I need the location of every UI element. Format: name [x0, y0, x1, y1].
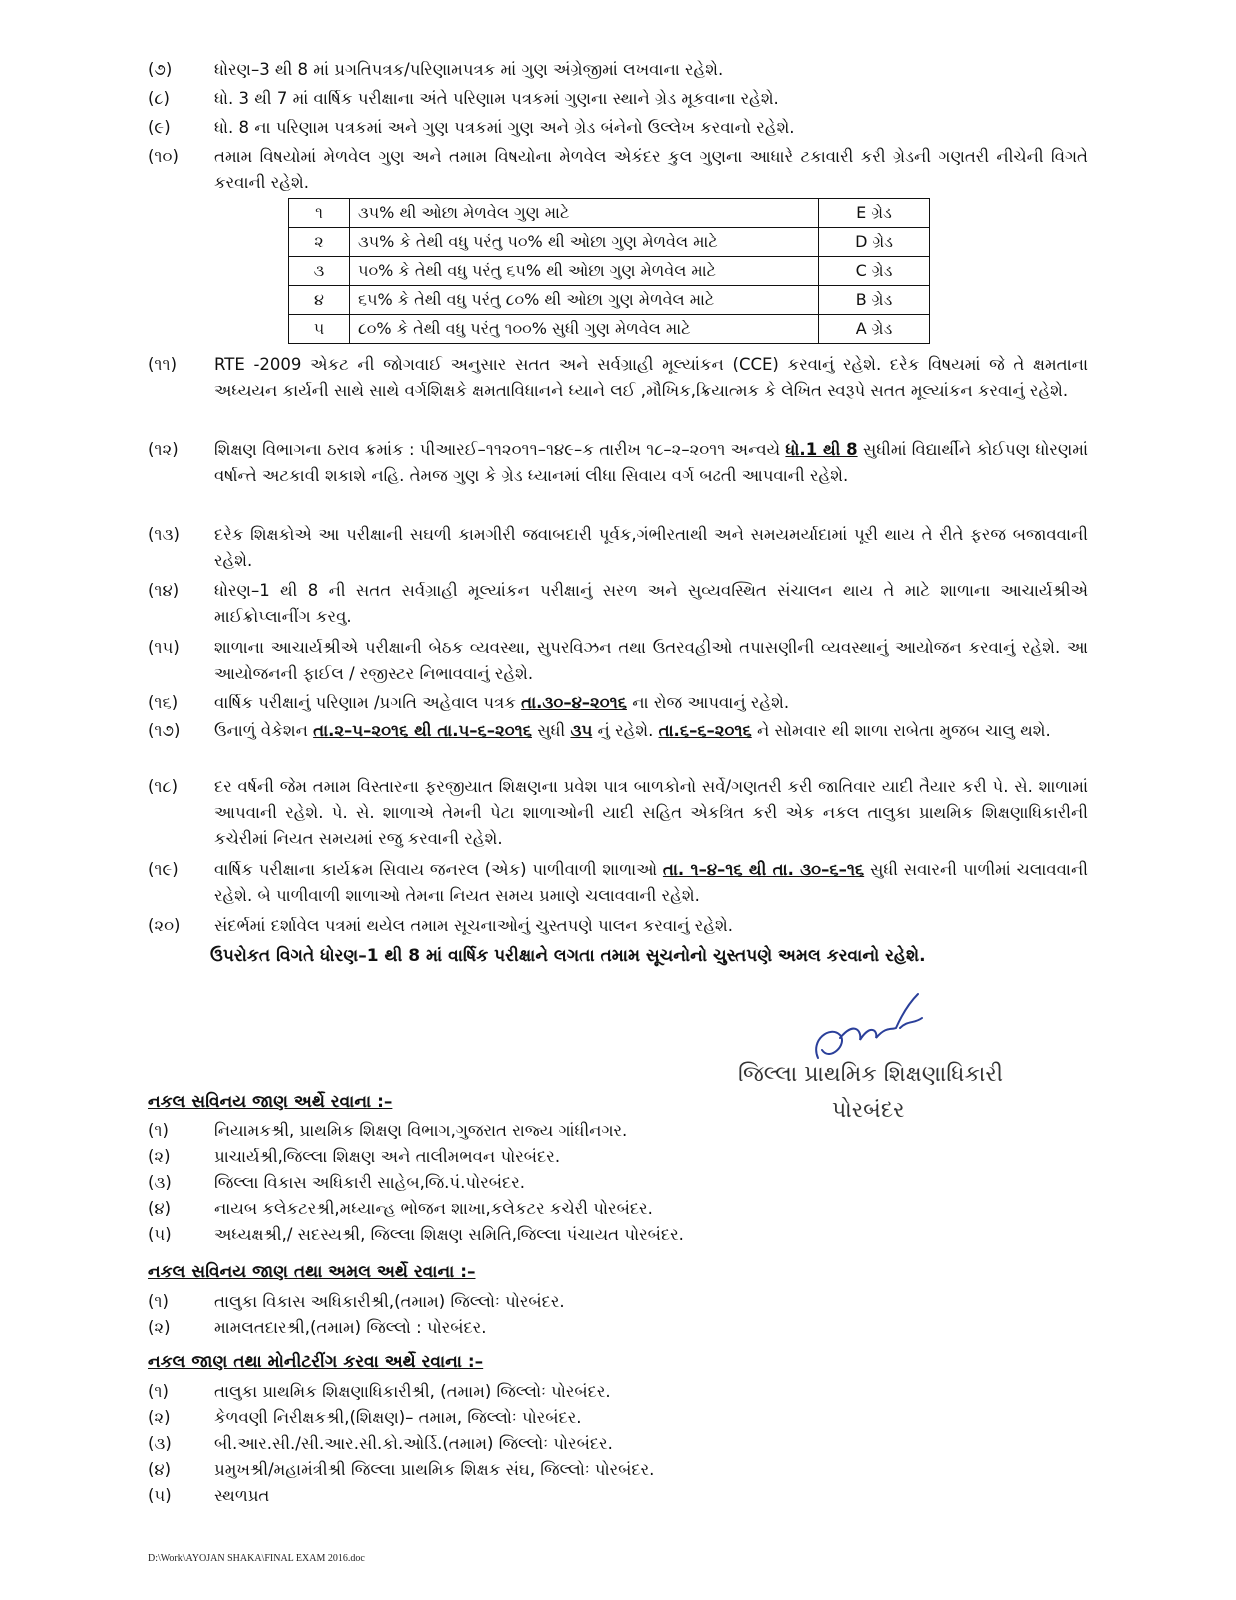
grade-letter: D ગ્રેડ — [819, 228, 930, 257]
list-item: (૨) મામલતદારશ્રી,(તમામ) જિલ્લો : પોરબંદર. — [148, 1318, 487, 1337]
list-item: (૪) પ્રમુખશ્રી/મહામંત્રીશ્રી જિલ્લા પ્રાથમિક શિક્ષક સંઘ, જિલ્લોઃ પોરબંદર. — [148, 1460, 655, 1479]
grade-sr: ૨ — [289, 228, 350, 257]
clause-17: (૧૭) ઉનાળું વેકેશન તા.૨–૫–૨૦૧૬ થી તા.૫–૬–૨૦૧૬ સુધી ૩૫ નું રહેશે. તા.૬–૬–૨૦૧૬ ને સોમવાર થી શાળા રાબેતા મુજબ ચાલુ થશે. — [148, 721, 1051, 740]
clause-19: (૧૯) વાર્ષિક પરીક્ષાના કાર્યક્રમ સિવાય જનરલ (એક) પાળીવાળી શાળાઓ તા. ૧–૪–૧૬ થી તા. ૩૦–૬–૧૬ સુધી સવારની પાળીમાં ચલાવવાની રહેશે. બે પાળીવાળી શાળાઓ તેમના નિયત સમય પ્રમાણે ચલાવવાની રહેશે. — [148, 860, 1088, 905]
clause-16: (૧૬) વાર્ષિક પરીક્ષાનું પરિણામ /પ્રગતિ અહેવાલ પત્રક તા.૩૦–૪–૨૦૧૬ ના રોજ આપવાનું રહેશે. — [148, 693, 790, 712]
list-item: (૫) અધ્યક્ષશ્રી,/ સદસ્યશ્રી, જિલ્લા શિક્ષણ સમિતિ,જિલ્લા પંચાયત પોરબંદર. — [148, 1225, 684, 1244]
list-item: (૨) કેળવણી નિરીક્ષકશ્રી,(શિક્ષણ)– તમામ, જિલ્લોઃ પોરબંદર. — [148, 1408, 582, 1427]
list-item: (૩) જિલ્લા વિકાસ અધિકારી સાહેબ,જિ.પં.પોરબંદર. — [148, 1173, 525, 1192]
clause-10: (૧૦) તમામ વિષયોમાં મેળવેલ ગુણ અને તમામ વિષયોના મેળવેલ એકંદર કુલ ગુણના આધારે ટકાવારી કરી ગ્રેડની ગણતરી નીચેની વિગતે કરવાની રહેશે. — [148, 147, 1088, 192]
table-row — [289, 315, 930, 344]
table-row — [289, 257, 930, 286]
clause-15: (૧૫) શાળાના આચાર્યશ્રીએ પરીક્ષાની બેઠક વ્યવસ્થા, સુપરવિઝન તથા ઉતરવહીઓ તપાસણીની વ્યવસ્થાનું આયોજન કરવાનું રહેશે. આ આયોજનની ફાઈલ / રજીસ્ટર નિભાવવાનું રહેશે. — [148, 638, 1088, 683]
table-row — [289, 228, 930, 257]
list-item: (૧) તાલુકા પ્રાથમિક શિક્ષણાધિકારીશ્રી, (તમામ) જિલ્લોઃ પોરબંદર. — [148, 1382, 611, 1401]
grade-letter: C ગ્રેડ — [819, 257, 930, 286]
list-item: (૨) પ્રાચાર્યશ્રી,જિલ્લા શિક્ષણ અને તાલીમભવન પોરબંદર. — [148, 1147, 561, 1166]
copy-section-heading: નકલ સવિનય જાણ અર્થે રવાના :– — [148, 1092, 393, 1112]
copy-section-heading: નકલ જાણ તથા મોનીટરીંગ કરવા અર્થે રવાના :– — [148, 1352, 484, 1372]
clause-8: (૮) ધો. 3 થી 7 માં વાર્ષિક પરીક્ષાના અંતે પરિણામ પત્રકમાં ગુણના સ્થાને ગ્રેડ મૂકવાના રહેશે. — [148, 89, 779, 108]
grade-range: ૩૫% થી ઓછા મેળવેલ ગુણ માટે — [350, 199, 819, 228]
list-item: (૫) સ્થળપ્રત — [148, 1486, 270, 1505]
grade-letter: B ગ્રેડ — [819, 286, 930, 315]
list-item: (૪) નાયબ કલેકટરશ્રી,મધ્યાન્હ ભોજન શાખા,કલેકટર કચેરી પોરબંદર. — [148, 1199, 653, 1218]
clause-20: (૨૦) સંદર્ભમાં દર્શાવેલ પત્રમાં થયેલ તમામ સૂચનાઓનું ચુસ્તપણે પાલન કરવાનું રહેશે. — [148, 916, 734, 935]
grade-sr: ૪ — [289, 286, 350, 315]
clause-18: (૧૮) દર વર્ષની જેમ તમામ વિસ્તારના ફરજીયાત શિક્ષણના પ્રવેશ પાત્ર બાળકોનો સર્વે/ગણતરી કરી જાતિવાર યાદી તૈયાર કરી પે. સે. શાળામાં આપવાની રહેશે. પે. સે. શાળાએ તેમની પેટા શાળાઓની યાદી સહિત એકત્રિત કરી એક નકલ તાલુકા પ્રાથમિક શિક્ષણાધિકારીની કચેરીમાં નિયત સમયમાં રજુ કરવાની રહેશે. — [148, 777, 1088, 848]
copy-section-heading: નકલ સવિનય જાણ તથા અમલ અર્થે રવાના :– — [148, 1262, 476, 1282]
grade-letter: A ગ્રેડ — [819, 315, 930, 344]
list-item: (૩) બી.આર.સી./સી.આર.સી.કો.ઓર્ડિ.(તમામ) જિલ્લોઃ પોરબંદર. — [148, 1434, 613, 1453]
list-item: (૧) તાલુકા વિકાસ અધિકારીશ્રી,(તમામ) જિલ્લોઃ પોરબંદર. — [148, 1292, 565, 1311]
grade-sr: ૩ — [289, 257, 350, 286]
officer-title: જિલ્લા પ્રાથમિક શિક્ષણાધિકારી — [738, 1062, 1004, 1087]
footer-file-path: D:\Work\AYOJAN SHAKA\FINAL EXAM 2016.doc — [148, 1553, 365, 1564]
grade-sr: ૧ — [289, 199, 350, 228]
grade-range: ૩૫% કે તેથી વધુ પરંતુ ૫૦% થી ઓછા ગુણ મેળવેલ માટે — [350, 228, 819, 257]
clause-14: (૧૪) ધોરણ–1 થી 8 ની સતત સર્વગ્રાહી મૂલ્યાંકન પરીક્ષાનું સરળ અને સુવ્યવસ્થિત સંચાલન થાય તે માટે શાળાના આચાર્યશ્રીએ માઈક્રોપ્લાનીંગ કરવુ. — [148, 581, 1088, 626]
table-row — [289, 199, 930, 228]
grade-table — [288, 198, 930, 344]
grade-range: ૮૦% કે તેથી વધુ પરંતુ ૧૦૦% સુધી ગુણ મેળવેલ માટે — [350, 315, 819, 344]
grade-range: ૬૫% કે તેથી વધુ પરંતુ ૮૦% થી ઓછા ગુણ મેળવેલ માટે — [350, 286, 819, 315]
clause-9: (૯) ધો. 8 ના પરિણામ પત્રકમાં અને ગુણ પત્રકમાં ગુણ અને ગ્રેડ બંનેનો ઉલ્લેખ કરવાનો રહેશે. — [148, 118, 795, 137]
clause-7: (૭) ધોરણ–3 થી 8 માં પ્રગતિપત્રક/પરિણામપત્રક માં ગુણ અંગ્રેજીમાં લખવાના રહેશે. — [148, 60, 724, 79]
officer-place: પોરબંદર — [832, 1098, 905, 1123]
grade-range: ૫૦% કે તેથી વધુ પરંતુ ૬૫% થી ઓછા ગુણ મેળવેલ માટે — [350, 257, 819, 286]
clause-13: (૧૩) દરેક શિક્ષકોએ આ પરીક્ષાની સઘળી કામગીરી જવાબદારી પૂર્વક,ગંભીરતાથી અને સમયમર્યાદામાં પૂરી થાય તે રીતે ફરજ બજાવવાની રહેશે. — [148, 525, 1088, 570]
grade-letter: E ગ્રેડ — [819, 199, 930, 228]
summary-line: ઉપરોકત વિગતે ધોરણ–1 થી 8 માં વાર્ષિક પરીક્ષાને લગતા તમામ સૂચનોનો ચુસ્તપણે અમલ કરવાનો રહેશે. — [210, 946, 926, 966]
clause-12: (૧૨) શિક્ષણ વિભાગના ઠરાવ ક્રમાંક : પીઆરઈ–૧૧૨૦૧૧–૧૪૯–ક તારીખ ૧૮–૨–૨૦૧૧ અન્વયે ધો.1 થી 8 સુધીમાં વિદ્યાર્થીને કોઈપણ ધોરણમાં વર્ષાન્તે અટકાવી શકાશે નહિ. તેમજ ગુણ કે ગ્રેડ ધ્યાનમાં લીધા સિવાય વર્ગ બઢતી આપવાની રહેશે. — [148, 440, 1088, 485]
grade-sr: ૫ — [289, 315, 350, 344]
table-row — [289, 286, 930, 315]
clause-11: (૧૧) RTE -2009 એકટ ની જોગવાઈ અનુસાર સતત અને સર્વગ્રાહી મૂલ્યાંકન (CCE) કરવાનું રહેશે. દરેક વિષયમાં જે તે ક્ષમતાના અધ્યયન કાર્યની સાથે સાથે વર્ગશિક્ષકે ક્ષમતાવિધાનને ધ્યાને લઈ ,મૌખિક,ક્રિયાત્મક કે લેખિત સ્વરૂપે સતત મૂલ્યાંકન કરવાનું રહેશે. — [148, 355, 1088, 400]
list-item: (૧) નિયામકશ્રી, પ્રાથમિક શિક્ષણ વિભાગ,ગુજરાત રાજ્ય ગાંધીનગર. — [148, 1121, 628, 1140]
